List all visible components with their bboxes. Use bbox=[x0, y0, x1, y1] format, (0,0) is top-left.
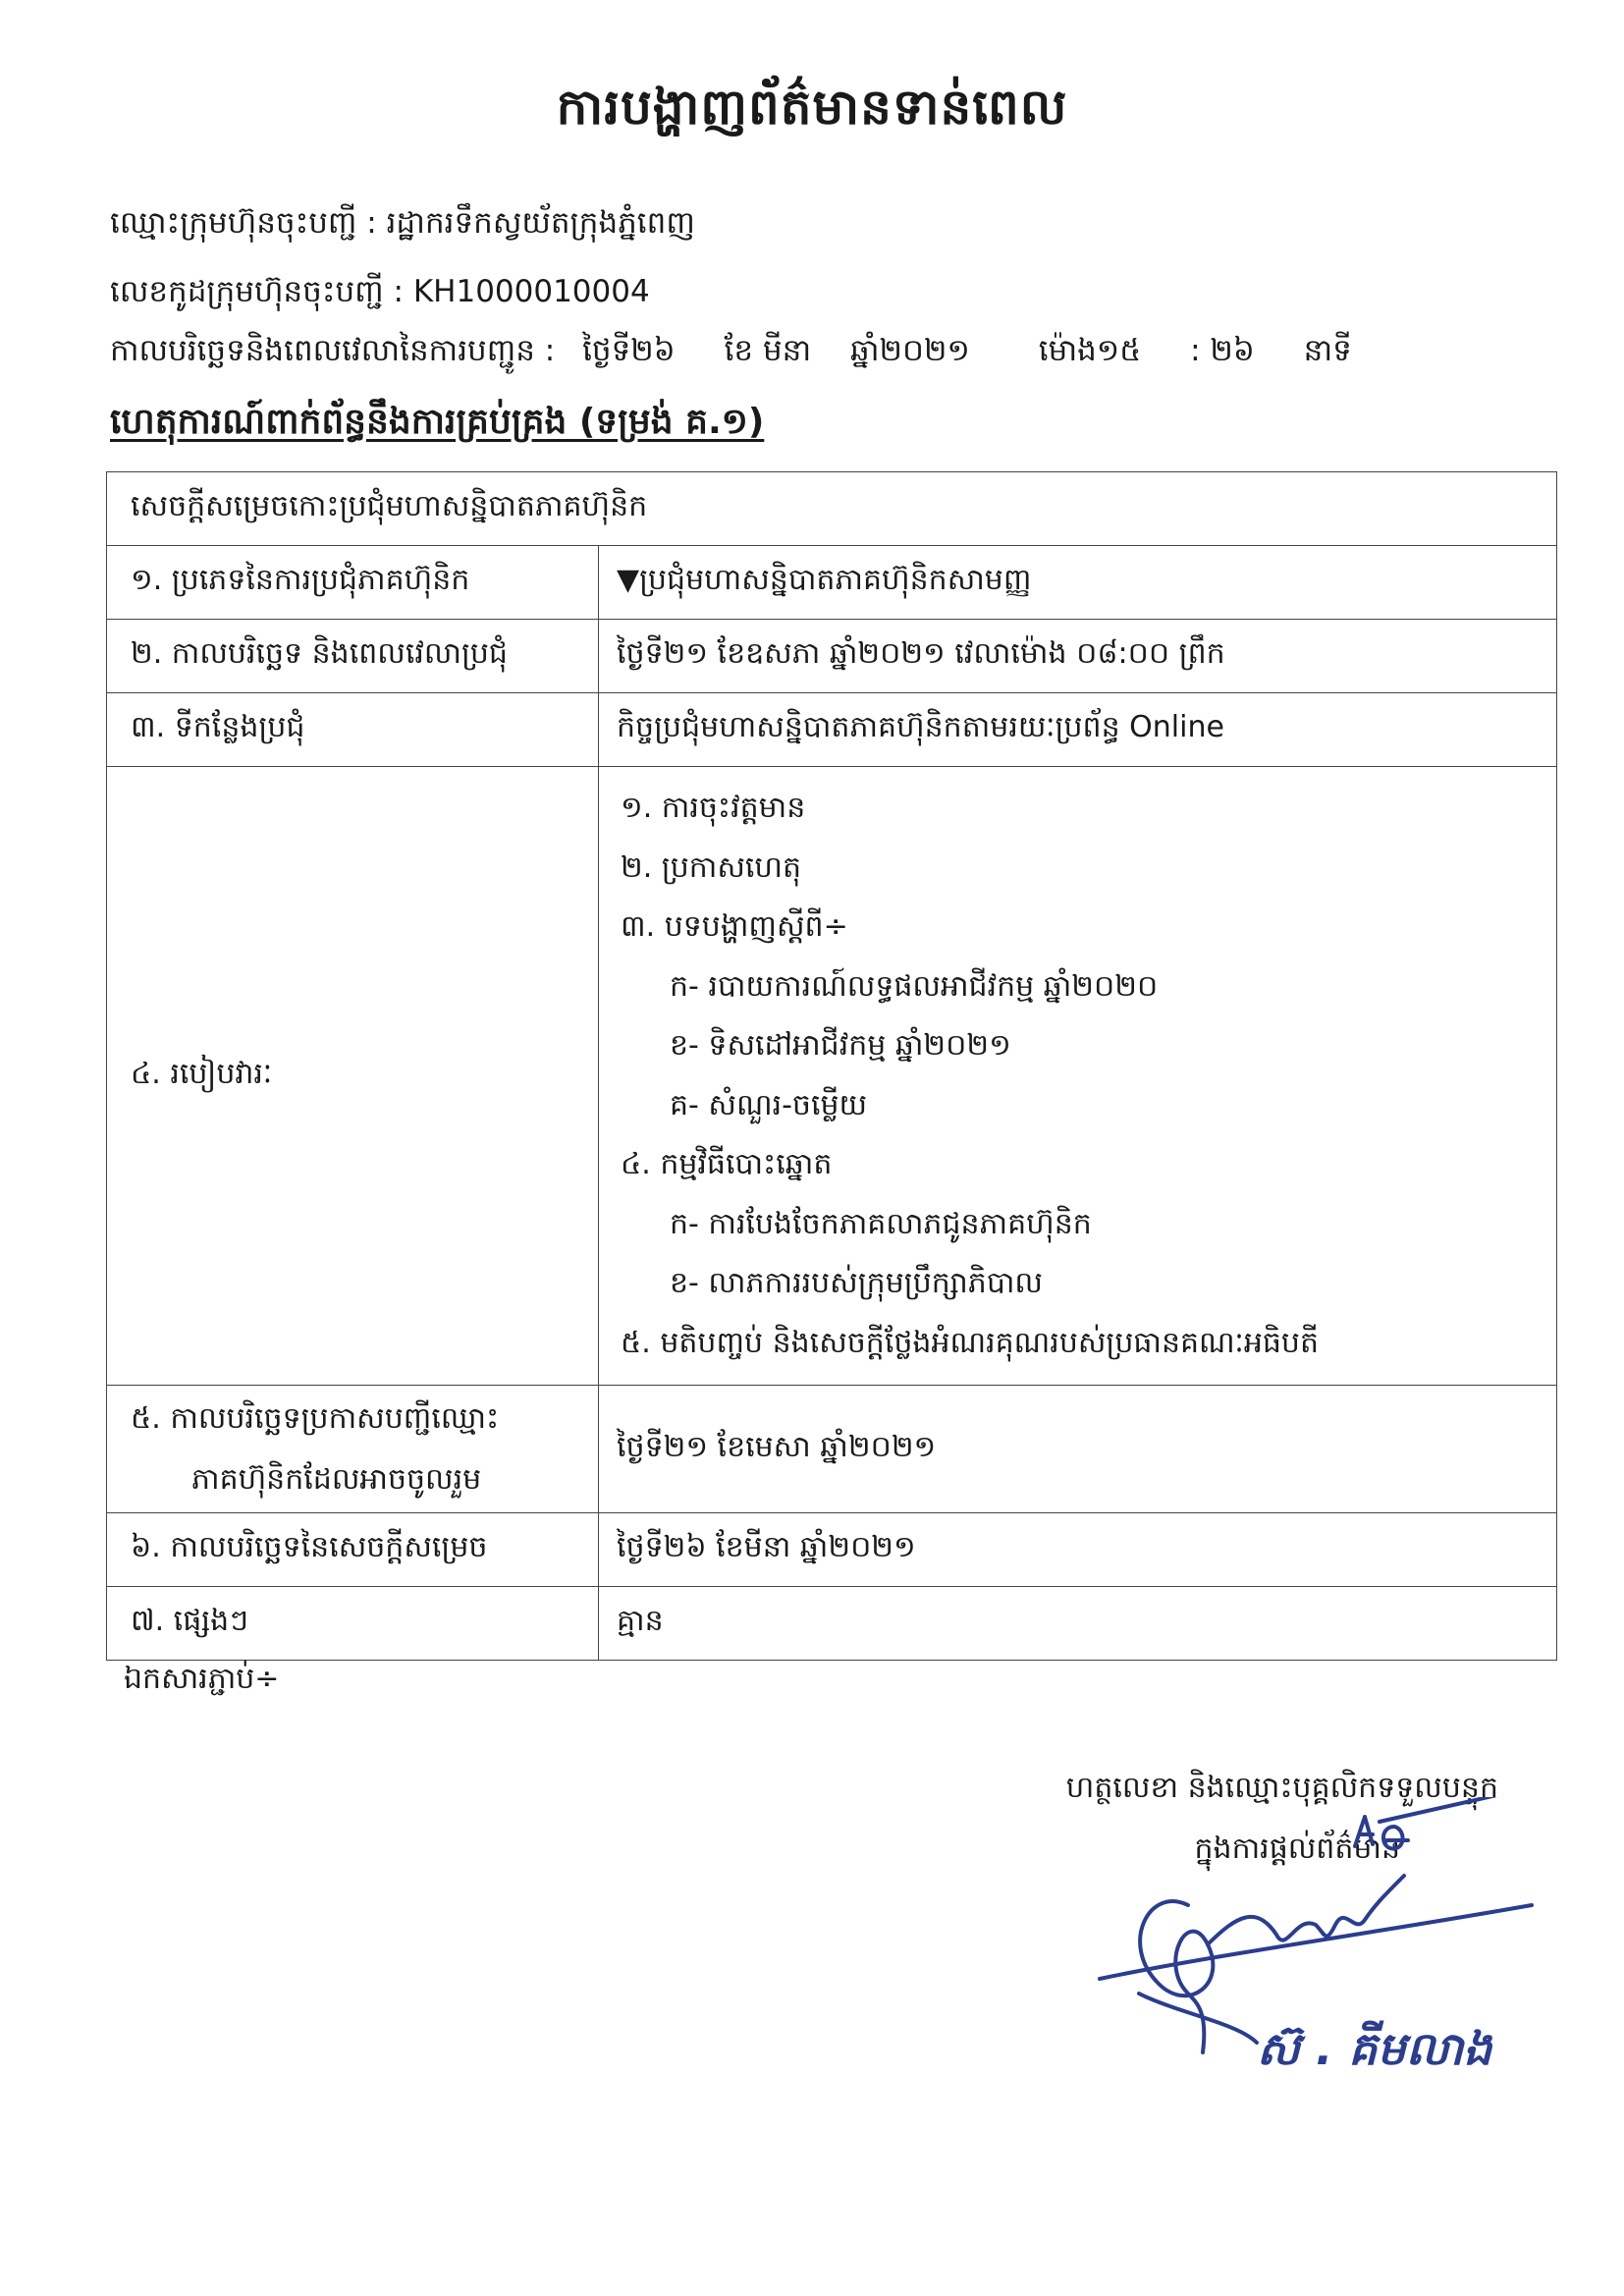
table-row bbox=[107, 693, 1557, 767]
table-row bbox=[107, 1386, 1557, 1513]
meeting-venue-label: ៣. ទីកន្លែងប្រជុំ bbox=[107, 693, 599, 767]
table-row bbox=[107, 1513, 1557, 1587]
meeting-type-label: ១. ប្រភេទនៃការប្រជុំភាគហ៊ុនិក bbox=[107, 546, 599, 620]
meeting-type-value: ▼ប្រជុំមហាសន្និបាតភាគហ៊ុនិកសាមញ្ញ bbox=[599, 546, 1557, 620]
submission-minute: : ២៦ bbox=[1190, 333, 1255, 368]
record-date-label-line1: ៥. កាលបរិច្ឆេទប្រកាសបញ្ជីឈ្មោះ bbox=[131, 1400, 500, 1436]
table-header: សេចក្តីសម្រេចកោះប្រជុំមហាសន្និបាតភាគហ៊ុនិក bbox=[107, 472, 1557, 546]
company-name-label: ឈ្មោះក្រុមហ៊ុនចុះបញ្ជី : bbox=[110, 205, 377, 241]
table-header-row bbox=[107, 472, 1557, 546]
agenda-list bbox=[599, 767, 1557, 1386]
submission-hour: ១៥ bbox=[1096, 333, 1142, 368]
meeting-datetime-label: ២. កាលបរិច្ឆេទ និងពេលវេលាប្រជុំ bbox=[107, 620, 599, 693]
agenda-item: ១. ការចុះវត្តមាន bbox=[621, 791, 806, 825]
agenda-label: ៤. របៀបវារៈ bbox=[107, 767, 599, 1386]
meeting-venue-value: កិច្ចប្រជុំមហាសន្និបាតភាគហ៊ុនិកតាមរយៈប្រព័ន្ធ Online bbox=[599, 693, 1557, 767]
meeting-datetime-value: ថ្ងៃទី២១ ខែឧសភា ឆ្នាំ២០២១ វេលាម៉ោង ០៨:០០ ព្រឹក bbox=[599, 620, 1557, 693]
submission-day-label: ថ្ងៃទី bbox=[582, 333, 631, 368]
submission-day: ២៦ bbox=[630, 333, 676, 368]
section-heading: ហេតុការណ៍ពាក់ព័ន្ធនឹងការគ្រប់គ្រង (ទម្រង់ គ.១) bbox=[110, 402, 765, 442]
submission-hour-label: ម៉ោង bbox=[1038, 333, 1097, 368]
submission-month: មីនា bbox=[762, 333, 812, 368]
agenda-subitem: គ- សំណួរ-ចម្លើយ bbox=[670, 1087, 868, 1122]
agenda-subitem: ក- របាយការណ៍លទ្ធផលអាជីវកម្ម ឆ្នាំ២០២០ bbox=[670, 968, 1159, 1004]
agenda-subitem: ខ- ទិសដៅអាជីវកម្ម ឆ្នាំ២០២១ bbox=[670, 1028, 1011, 1063]
other-label: ៧. ផ្សេងៗ bbox=[107, 1587, 599, 1661]
agenda-item: ៥. មតិបញ្ចប់ និងសេចក្តីថ្លែងអំណរគុណរបស់ប្រធានគណៈអធិបតី bbox=[621, 1325, 1320, 1360]
table-row bbox=[107, 1587, 1557, 1661]
record-date-label bbox=[107, 1386, 599, 1513]
decision-date-value: ថ្ងៃទី២៦ ខែមីនា ឆ្នាំ២០២១ bbox=[599, 1513, 1557, 1587]
company-code-line bbox=[110, 273, 650, 317]
company-code-label: លេខកូដក្រុមហ៊ុនចុះបញ្ជី : bbox=[110, 274, 404, 309]
agenda-item: ៤. កម្មវិធីបោះឆ្នោត bbox=[621, 1147, 833, 1181]
agenda-subitem: ក- ការបែងចែកភាគលាភជូនភាគហ៊ុនិក bbox=[670, 1206, 1092, 1241]
other-value: គ្មាន bbox=[599, 1587, 1557, 1661]
submission-datetime-line bbox=[110, 332, 1352, 376]
signature-caption-line1: ហត្ថលេខា និងឈ្មោះបុគ្គលិកទទួលបន្ទុក bbox=[1065, 1771, 1498, 1805]
company-name-line bbox=[110, 204, 695, 248]
record-date-value: ថ្ងៃទី២១ ខែមេសា ឆ្នាំ២០២១ bbox=[599, 1386, 1557, 1513]
agenda-subitem: ខ- លាភការរបស់ក្រុមប្រឹក្សាភិបាល bbox=[670, 1266, 1043, 1300]
submission-year: ២០២១ bbox=[879, 333, 970, 368]
table-row bbox=[107, 546, 1557, 620]
disclosure-table bbox=[106, 471, 1557, 1661]
submission-year-label: ឆ្នាំ bbox=[850, 333, 880, 368]
submission-month-label: ខែ bbox=[724, 333, 754, 368]
attachments-label: ឯកសារភ្ជាប់÷ bbox=[124, 1662, 280, 1696]
agenda-item: ៣. បទបង្ហាញស្តីពី÷ bbox=[621, 909, 848, 944]
submission-minute-label: នាទី bbox=[1303, 333, 1352, 368]
signer-name: ស៊ . គីមលាង bbox=[1257, 2022, 1492, 2075]
submission-label: កាលបរិច្ឆេទនិងពេលវេលានៃការបញ្ជូន : bbox=[110, 333, 556, 368]
decision-date-label: ៦. កាលបរិច្ឆេទនៃសេចក្តីសម្រេច bbox=[107, 1513, 599, 1587]
table-row bbox=[107, 620, 1557, 693]
agenda-item: ២. ប្រកាសហេតុ bbox=[621, 849, 802, 885]
record-date-label-line2: ភាគហ៊ុនិកដែលអាចចូលរួម bbox=[191, 1461, 482, 1497]
table-row bbox=[107, 767, 1557, 1386]
company-code-value: KH1000010004 bbox=[412, 274, 650, 309]
page-title: ការបង្ហាញព័ត៌មានទាន់ពេល bbox=[556, 79, 1068, 136]
company-name-value: រដ្ឋាករទឹកស្វយ័តក្រុងភ្នំពេញ bbox=[386, 205, 695, 241]
signature-caption-line2: ក្នុងការផ្តល់ព័ត៌មាន bbox=[1194, 1831, 1400, 1866]
